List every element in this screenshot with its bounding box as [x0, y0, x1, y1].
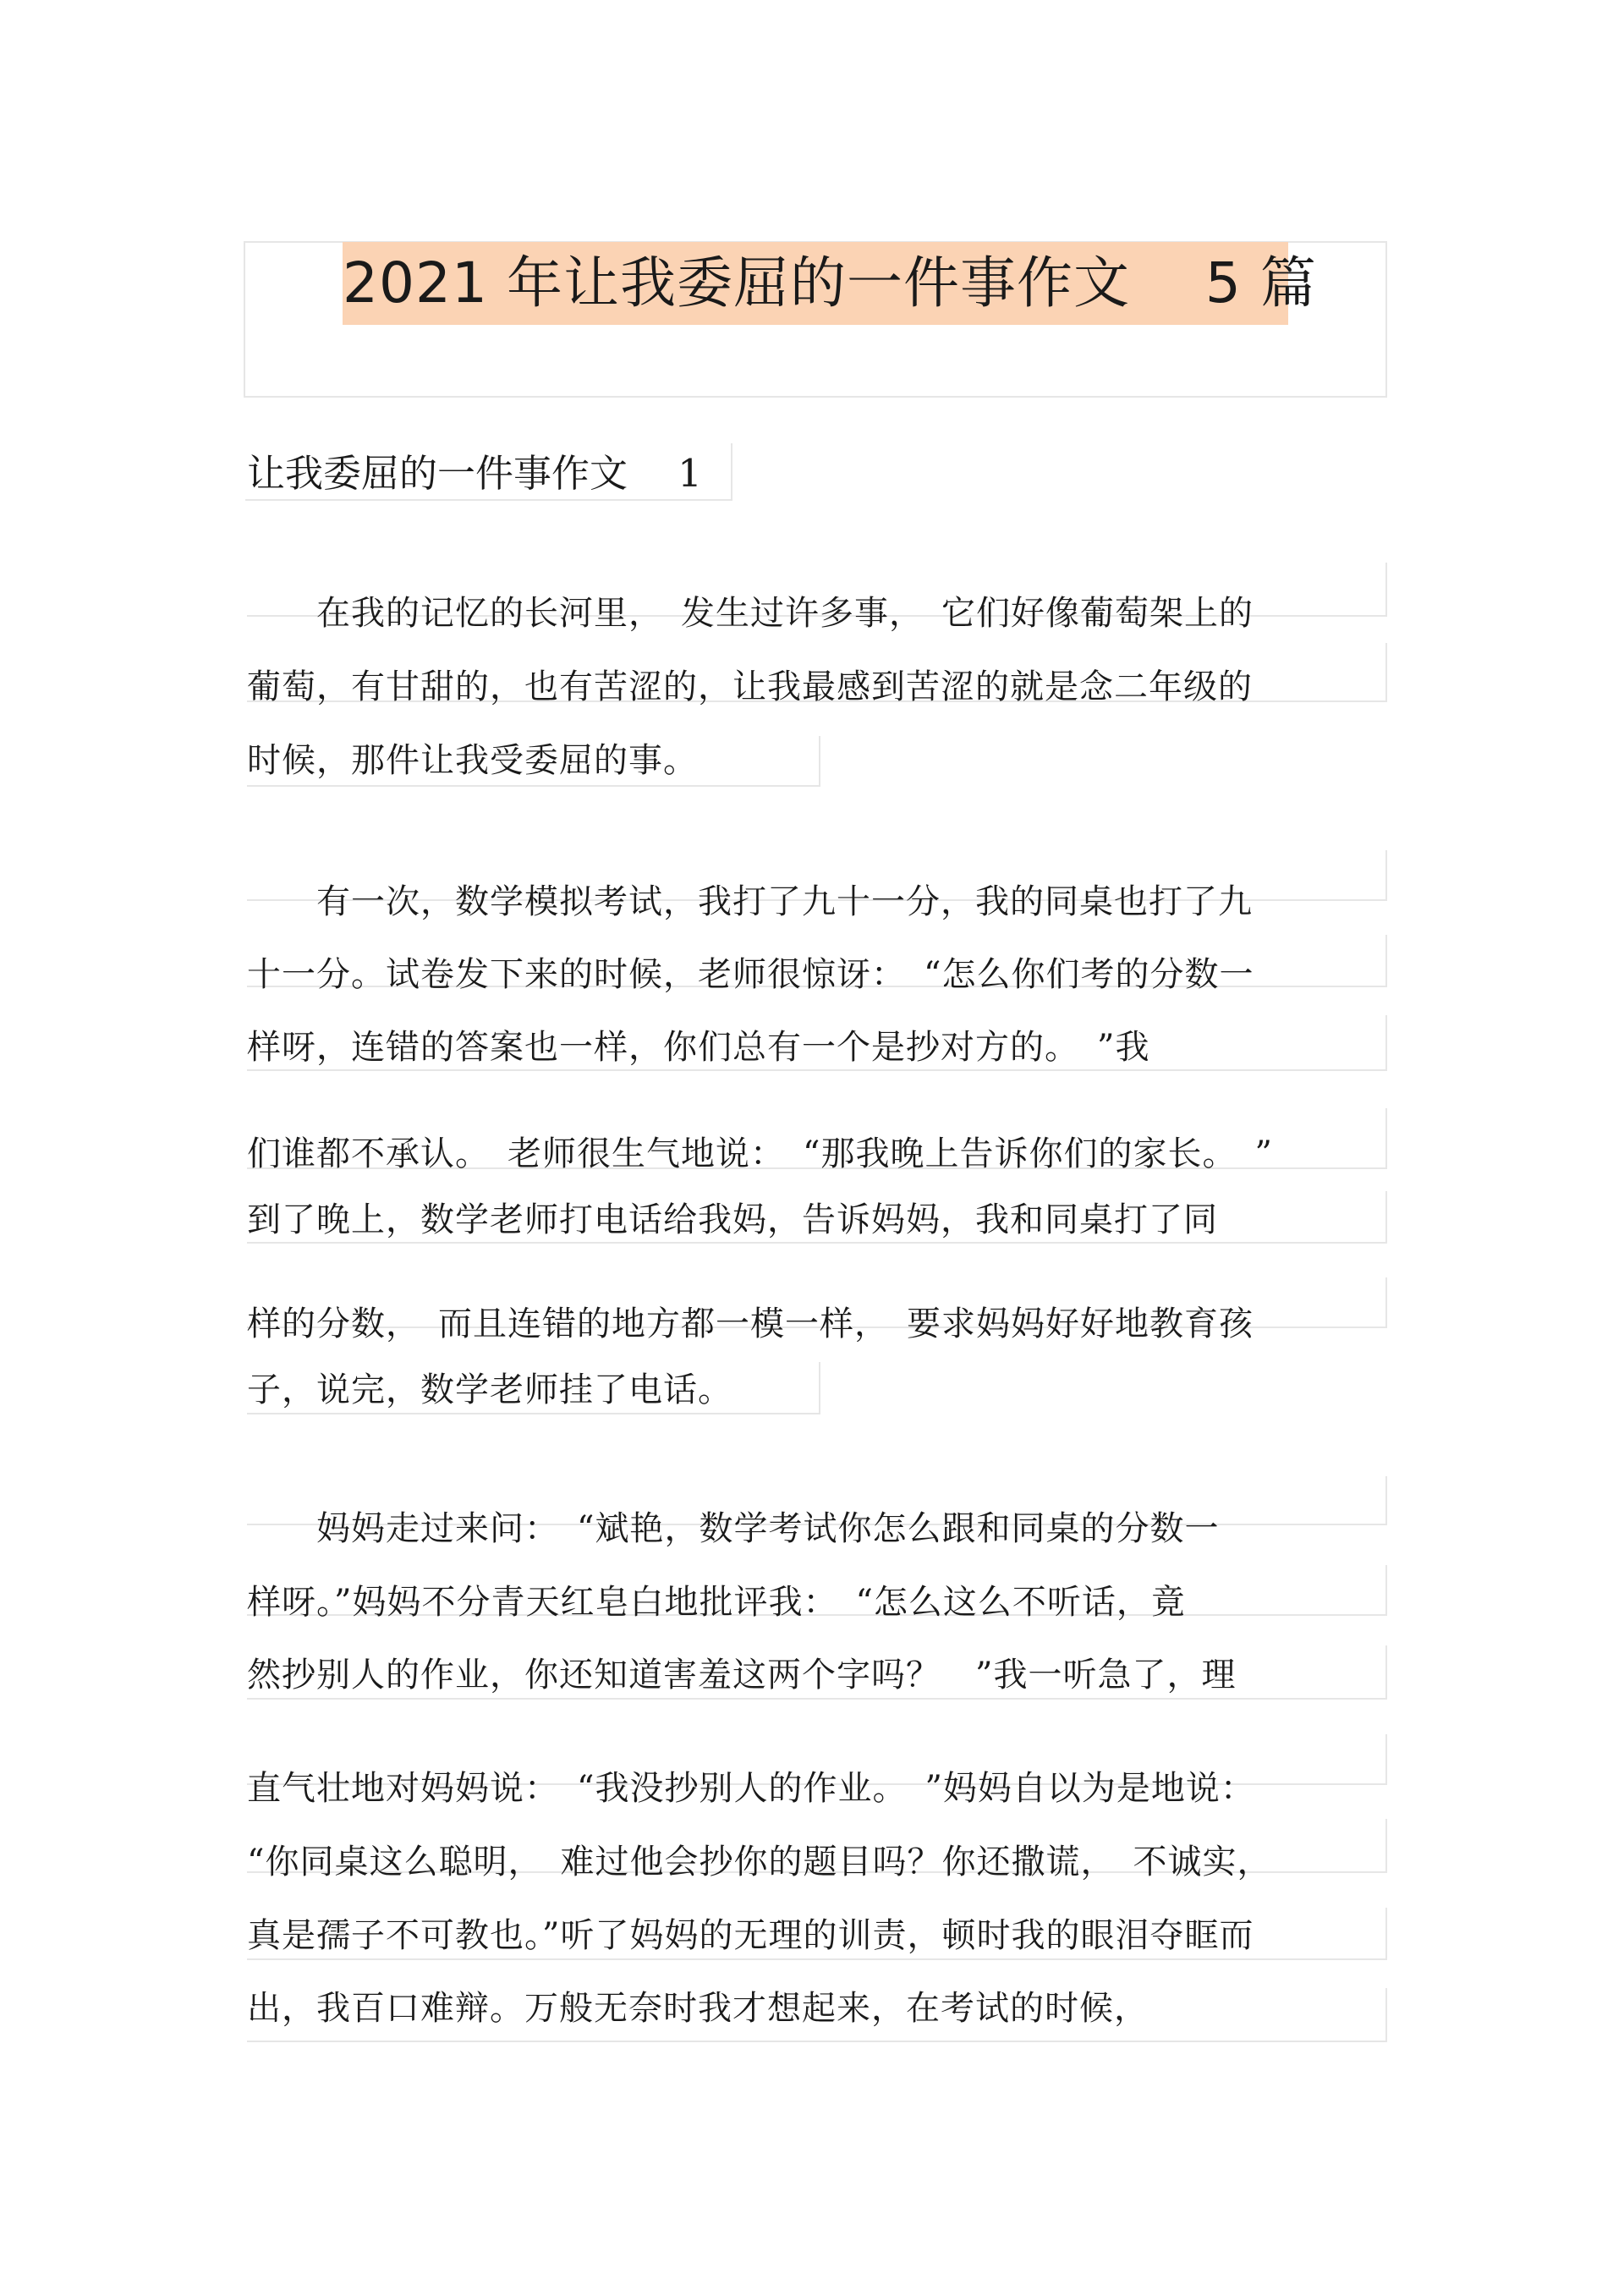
paragraph-line: 真是孺子不可教也。”听了妈妈的无理的训责，顿时我的眼泪夺眶而	[247, 1916, 1254, 1955]
paragraph-line: 十一分。试卷发下来的时候，老师很惊讶： “怎么你们考的分数一	[247, 955, 1254, 994]
essay-heading: 让我委屈的一件事作文 1	[247, 451, 702, 496]
paragraph-line: 葡萄，有甘甜的，也有苦涩的，让我最感到苦涩的就是念二年级的	[247, 667, 1253, 706]
paragraph-line: “你同桌这么聪明， 难过他会抄你的题目吗？你还撒谎， 不诚实，	[247, 1843, 1272, 1881]
paragraph-line: 样的分数， 而且连错的地方都一模一样， 要求妈妈好好地教育孩	[247, 1305, 1254, 1343]
paragraph-line: 出，我百口难辩。万般无奈时我才想起来，在考试的时候，	[247, 1989, 1149, 2028]
paragraph-line: 到了晚上，数学老师打电话给我妈，告诉妈妈，我和同桌打了同	[247, 1200, 1218, 1239]
paragraph-line: 在我的记忆的长河里， 发生过许多事， 它们好像葡萄架上的	[247, 594, 1254, 633]
paragraph-line: 们谁都不承认。 老师很生气地说： “那我晚上告诉你们的家长。 ”	[247, 1134, 1273, 1173]
paragraph-line: 样呀，连错的答案也一样，你们总有一个是抄对方的。 ”我	[247, 1028, 1150, 1067]
paragraph-line: 直气壮地对妈妈说： “我没抄别人的作业。 ”妈妈自以为是地说：	[247, 1769, 1255, 1808]
paragraph-line: 样呀。”妈妈不分青天红皂白地批评我： “怎么这么不听话，竟	[247, 1583, 1186, 1622]
paragraph-line: 妈妈走过来问： “斌艳，数学考试你怎么跟和同桌的分数一	[247, 1509, 1220, 1548]
paragraph-line: 然抄别人的作业，你还知道害羞这两个字吗？ ”我一听急了，理	[247, 1656, 1237, 1695]
paragraph-line: 子，说完，数学老师挂了电话。	[247, 1370, 732, 1409]
paragraph-line: 有一次，数学模拟考试，我打了九十一分，我的同桌也打了九	[247, 882, 1253, 921]
document-title: 2021 年让我委屈的一件事作文 5 篇	[343, 242, 1288, 325]
paragraph-line: 时候，那件让我受委屈的事。	[247, 741, 698, 780]
